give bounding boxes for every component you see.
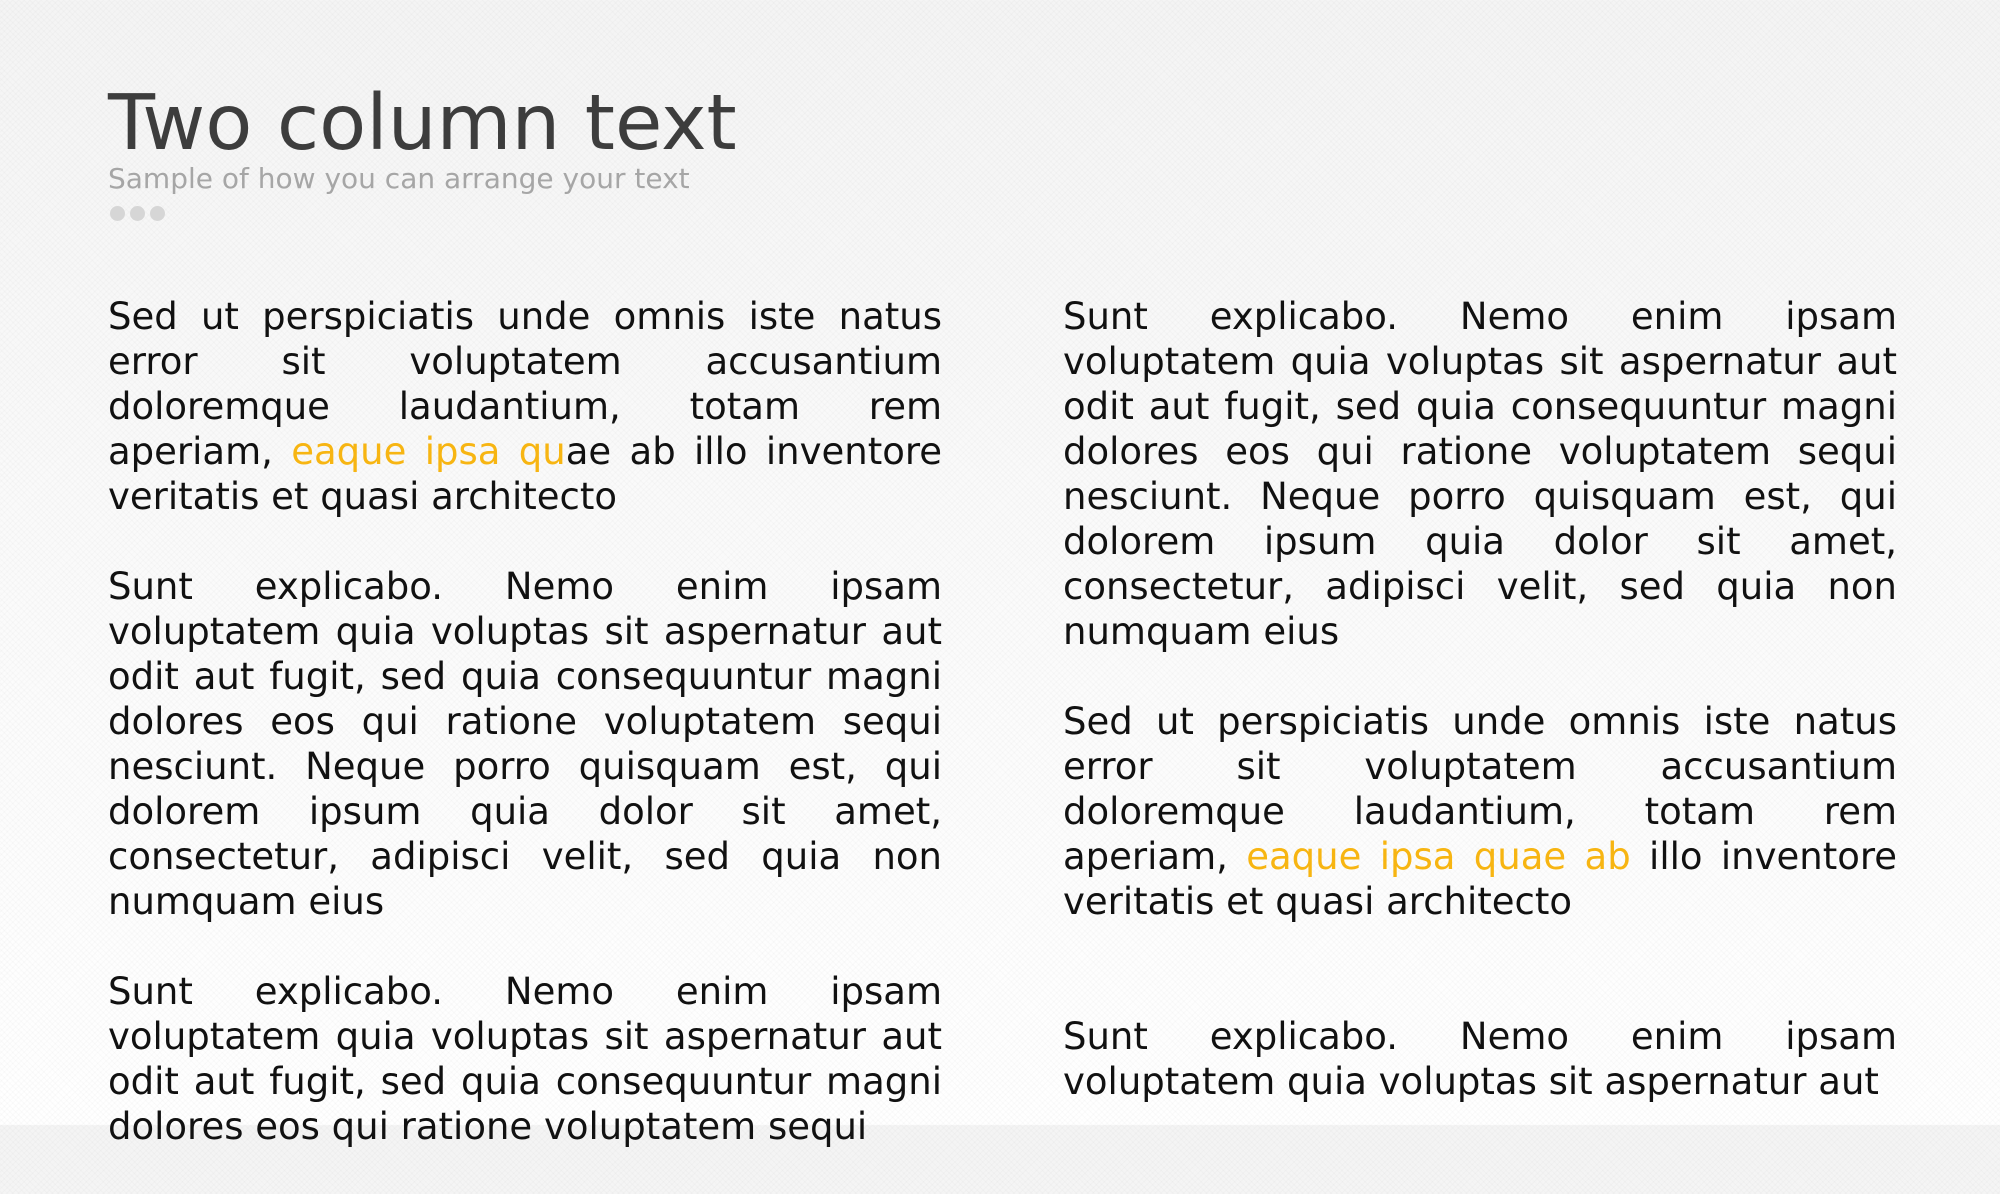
right-paragraph-2-text-end: illo inventore veritatis et quasi architecto (1063, 835, 1898, 923)
right-paragraph-1: Sunt explicabo. Nemo enim ipsam voluptatem quia voluptas sit aspernatur aut odit aut fugit, sed quia consequuntur magni dolores eos qui ratione voluptatem sequi nesciunt. Neque porro quisquam est, qui dolorem ipsum quia dolor sit amet, consectetur, adipisci velit, sed quia non numquam eius (1063, 295, 1897, 653)
left-paragraph-3: Sunt explicabo. Nemo enim ipsam voluptatem quia voluptas sit aspernatur aut odit aut fugit, sed quia consequuntur magni dolores eos qui ratione voluptatem sequi (108, 970, 942, 1148)
left-paragraph-1 (108, 294, 942, 519)
left-paragraph-1-highlight: eaque ipsa qu (291, 430, 566, 473)
left-paragraph-1-text-end: ae ab illo inventore veritatis et quasi architecto (108, 430, 942, 518)
slide-title: Two column text (108, 79, 737, 168)
right-paragraph-2 (1063, 699, 1897, 924)
right-paragraph-3: Sunt explicabo. Nemo enim ipsam voluptatem quia voluptas sit aspernatur aut (1063, 1015, 1897, 1103)
dot-icon (130, 206, 145, 221)
left-paragraph-2: Sunt explicabo. Nemo enim ipsam voluptatem quia voluptas sit aspernatur aut odit aut fugit, sed quia consequuntur magni dolores eos qui ratione voluptatem sequi nesciunt. Neque porro quisquam est, qui dolorem ipsum quia dolor sit amet, consectetur, adipisci velit, sed quia non numquam eius (108, 565, 942, 923)
slide-header (108, 78, 737, 221)
right-text-column (1063, 294, 1897, 1149)
decorative-dots (110, 206, 737, 221)
dot-icon (150, 206, 165, 221)
paragraph-spacer (1063, 969, 1897, 1014)
right-paragraph-2-highlight: eaque ipsa quae ab (1246, 835, 1631, 878)
right-paragraph-2-text: Sed ut perspiciatis unde omnis iste natus error sit voluptatem accusantium doloremque laudantium, totam rem aperiam, (1063, 700, 1897, 878)
slide-subtitle: Sample of how you can arrange your text (108, 162, 690, 195)
dot-icon (110, 206, 125, 221)
left-text-column (108, 294, 942, 1194)
left-paragraph-1-text: Sed ut perspiciatis unde omnis iste natus error sit voluptatem accusantium doloremque laudantium, totam rem aperiam, (108, 295, 942, 473)
